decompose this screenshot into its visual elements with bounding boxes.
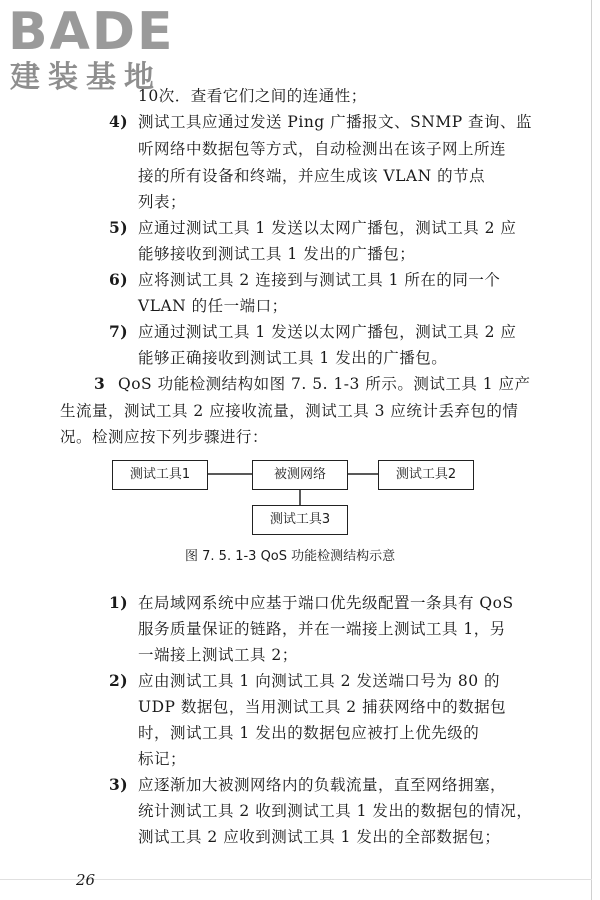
- step3-line: 测试工具 2 应收到测试工具 1 发出的全部数据包；: [138, 828, 501, 846]
- item4-line: 列表；: [138, 193, 187, 211]
- step3-line: 统计测试工具 2 收到测试工具 1 发出的数据包的情况，: [138, 802, 533, 820]
- item-number: 6): [109, 270, 129, 289]
- item7-line: 能够正确接收到测试工具 1 发出的广播包。: [138, 349, 448, 367]
- page-number: 26: [76, 871, 96, 889]
- section3-line: QoS 功能检测结构如图 7. 5. 1-3 所示。测试工具 1 应产: [118, 375, 531, 393]
- item-number: 5): [109, 218, 129, 237]
- item7-line: 应通过测试工具 1 发送以太网广播包，测试工具 2 应: [138, 323, 517, 341]
- item4-line: 听网络中数据包等方式，自动检测出在该子网上所连: [138, 140, 507, 158]
- step-number: 2): [109, 671, 129, 690]
- box-test-tool-1: 测试工具1: [112, 460, 208, 490]
- logo-brand: BADE: [8, 2, 175, 62]
- box-test-tool-3: 测试工具3: [252, 505, 348, 535]
- step-number: 3): [109, 775, 129, 794]
- item5-line: 应通过测试工具 1 发送以太网广播包，测试工具 2 应: [138, 219, 517, 237]
- box-test-tool-2: 测试工具2: [378, 460, 474, 490]
- item4-line: 测试工具应通过发送 Ping 广播报文、SNMP 查询、监: [138, 113, 533, 131]
- item-number: 7): [109, 322, 129, 341]
- item6-line: VLAN 的任一端口；: [138, 297, 288, 315]
- step1-line: 服务质量保证的链路，并在一端接上测试工具 1，另: [138, 620, 506, 638]
- step2-line: 时，测试工具 1 发出的数据包应被打上优先级的: [138, 724, 480, 742]
- section3-line: 况。检测应按下列步骤进行：: [60, 428, 269, 446]
- step1-line: 一端接上测试工具 2；: [138, 646, 298, 664]
- logo-subtitle: 建装基地: [10, 60, 162, 95]
- page-edge: [591, 0, 592, 900]
- figure-caption: 图 7. 5. 1-3 QoS 功能检测结构示意: [185, 549, 396, 564]
- step-number: 1): [109, 593, 129, 612]
- item-number: 4): [109, 112, 129, 131]
- item5-line: 能够接收到测试工具 1 发出的广播包；: [138, 245, 416, 263]
- step2-line: 应由测试工具 1 向测试工具 2 发送端口号为 80 的: [138, 672, 501, 690]
- step3-line: 应逐渐加大被测网络内的负载流量，直至网络拥塞，: [138, 776, 507, 794]
- item6-line: 应将测试工具 2 连接到与测试工具 1 所在的同一个: [138, 271, 501, 289]
- box-network-under-test: 被测网络: [252, 460, 348, 490]
- step2-line: 标记；: [138, 750, 187, 768]
- item4-line: 接的所有设备和终端，并应生成该 VLAN 的节点: [138, 167, 486, 185]
- section-number: 3: [94, 374, 106, 393]
- step1-line: 在局域网系统中应基于端口优先级配置一条具有 QoS: [138, 594, 514, 612]
- continuation-line: 10次．查看它们之间的连通性；: [138, 87, 367, 105]
- section3-line: 生流量，测试工具 2 应接收流量，测试工具 3 应统计丢弃包的情: [60, 402, 519, 420]
- step2-line: UDP 数据包，当用测试工具 2 捕获网络中的数据包: [138, 698, 507, 716]
